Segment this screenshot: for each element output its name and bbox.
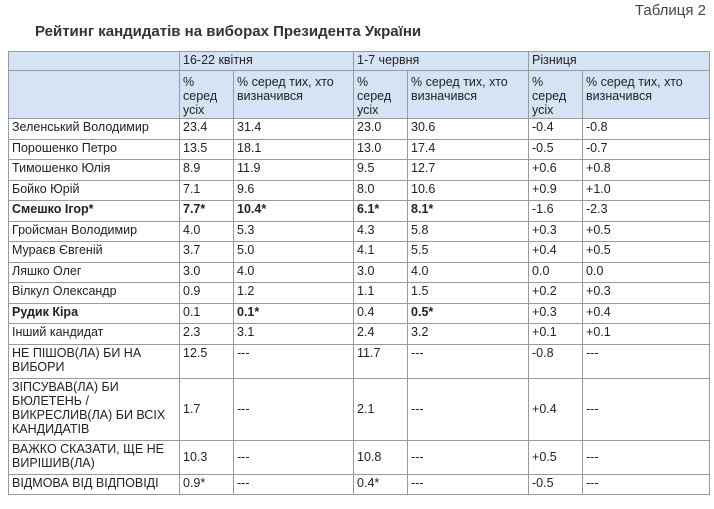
cell-april-decided: 18.1 [234, 139, 354, 160]
table-row [9, 262, 710, 283]
candidate-name: Тимошенко Юлія [9, 160, 180, 181]
cell-june-decided: --- [408, 378, 529, 440]
cell-april-decided: --- [234, 378, 354, 440]
cell-april-decided: 5.0 [234, 242, 354, 263]
cell-april-decided: --- [234, 344, 354, 378]
table-row [9, 474, 710, 495]
cell-april-all: 7.1 [180, 180, 234, 201]
ratings-table [8, 51, 710, 495]
cell-diff-decided: 0.0 [583, 262, 710, 283]
cell-june-all: 9.5 [354, 160, 408, 181]
header-all-pct: % серед усіх [529, 71, 583, 119]
cell-june-all: 11.7 [354, 344, 408, 378]
table-row [9, 344, 710, 378]
cell-diff-decided: +0.5 [583, 242, 710, 263]
cell-diff-decided: +0.4 [583, 303, 710, 324]
candidate-name: Мураєв Євгеній [9, 242, 180, 263]
cell-diff-decided: -2.3 [583, 201, 710, 222]
table-row [9, 242, 710, 263]
cell-diff-decided: +0.8 [583, 160, 710, 181]
header-decided-pct: % серед тих, хто визначився [234, 71, 354, 119]
cell-april-all: 12.5 [180, 344, 234, 378]
candidate-name: Вілкул Олександр [9, 283, 180, 304]
cell-april-all: 0.1 [180, 303, 234, 324]
cell-april-decided: 0.1* [234, 303, 354, 324]
cell-april-decided: --- [234, 474, 354, 495]
cell-diff-all: -0.4 [529, 119, 583, 140]
candidate-name: НЕ ПІШОВ(ЛА) БИ НА ВИБОРИ [9, 344, 180, 378]
candidate-name: Смешко Ігор* [9, 201, 180, 222]
cell-diff-decided: +0.5 [583, 221, 710, 242]
cell-diff-decided: --- [583, 474, 710, 495]
cell-june-all: 13.0 [354, 139, 408, 160]
cell-diff-all: +0.4 [529, 242, 583, 263]
cell-diff-all: -1.6 [529, 201, 583, 222]
header-difference: Різниця [529, 52, 710, 71]
cell-june-all: 6.1* [354, 201, 408, 222]
cell-diff-all: +0.2 [529, 283, 583, 304]
header-period-june: 1-7 червня [354, 52, 529, 71]
cell-april-decided: 5.3 [234, 221, 354, 242]
cell-june-decided: --- [408, 440, 529, 474]
cell-diff-all: +0.9 [529, 180, 583, 201]
header-row-metrics [9, 71, 710, 119]
cell-diff-all: +0.3 [529, 221, 583, 242]
candidate-name: Зеленський Володимир [9, 119, 180, 140]
table-row [9, 180, 710, 201]
cell-june-decided: 5.8 [408, 221, 529, 242]
candidate-name: Гройсман Володимир [9, 221, 180, 242]
table-row [9, 283, 710, 304]
cell-april-all: 3.0 [180, 262, 234, 283]
cell-diff-decided: -0.8 [583, 119, 710, 140]
cell-june-decided: 30.6 [408, 119, 529, 140]
cell-april-all: 13.5 [180, 139, 234, 160]
cell-june-decided: 12.7 [408, 160, 529, 181]
cell-june-decided: 8.1* [408, 201, 529, 222]
cell-june-all: 10.8 [354, 440, 408, 474]
cell-april-all: 10.3 [180, 440, 234, 474]
candidate-name: Рудик Кіра [9, 303, 180, 324]
cell-april-decided: 11.9 [234, 160, 354, 181]
cell-june-decided: 1.5 [408, 283, 529, 304]
candidate-name: ВІДМОВА ВІД ВІДПОВІДІ [9, 474, 180, 495]
cell-june-decided: --- [408, 344, 529, 378]
cell-diff-decided: +0.3 [583, 283, 710, 304]
candidate-name: ВАЖКО СКАЗАТИ, ЩЕ НЕ ВИРІШИВ(ЛА) [9, 440, 180, 474]
cell-april-all: 7.7* [180, 201, 234, 222]
candidate-name: Бойко Юрій [9, 180, 180, 201]
cell-june-all: 0.4 [354, 303, 408, 324]
cell-diff-all: +0.6 [529, 160, 583, 181]
cell-june-decided: 10.6 [408, 180, 529, 201]
cell-june-all: 1.1 [354, 283, 408, 304]
cell-june-decided: 3.2 [408, 324, 529, 345]
cell-diff-all: +0.4 [529, 378, 583, 440]
cell-diff-decided: --- [583, 440, 710, 474]
cell-april-all: 8.9 [180, 160, 234, 181]
cell-diff-all: -0.5 [529, 139, 583, 160]
cell-june-all: 3.0 [354, 262, 408, 283]
cell-june-all: 23.0 [354, 119, 408, 140]
cell-june-decided: 4.0 [408, 262, 529, 283]
cell-june-decided: 5.5 [408, 242, 529, 263]
cell-diff-all: -0.8 [529, 344, 583, 378]
cell-diff-decided: +1.0 [583, 180, 710, 201]
cell-april-all: 4.0 [180, 221, 234, 242]
table-row [9, 221, 710, 242]
table-row [9, 303, 710, 324]
cell-june-decided: --- [408, 474, 529, 495]
table-row [9, 378, 710, 440]
cell-diff-decided: +0.1 [583, 324, 710, 345]
cell-april-all: 1.7 [180, 378, 234, 440]
cell-april-all: 2.3 [180, 324, 234, 345]
cell-april-decided: 31.4 [234, 119, 354, 140]
cell-june-all: 0.4* [354, 474, 408, 495]
cell-april-all: 23.4 [180, 119, 234, 140]
cell-june-decided: 17.4 [408, 139, 529, 160]
cell-june-all: 4.3 [354, 221, 408, 242]
cell-diff-decided: --- [583, 378, 710, 440]
header-decided-pct: % серед тих, хто визначився [408, 71, 529, 119]
cell-diff-all: +0.1 [529, 324, 583, 345]
table-row [9, 119, 710, 140]
table-title: Рейтинг кандидатів на виборах Президента України [35, 23, 422, 40]
cell-june-all: 8.0 [354, 180, 408, 201]
header-empty-cell [9, 71, 180, 119]
cell-diff-decided: --- [583, 344, 710, 378]
cell-april-decided: 10.4* [234, 201, 354, 222]
cell-april-decided: 1.2 [234, 283, 354, 304]
table-row [9, 139, 710, 160]
cell-june-all: 2.4 [354, 324, 408, 345]
cell-april-all: 3.7 [180, 242, 234, 263]
cell-april-decided: --- [234, 440, 354, 474]
header-empty-cell [9, 52, 180, 71]
cell-april-decided: 4.0 [234, 262, 354, 283]
cell-april-all: 0.9* [180, 474, 234, 495]
candidate-name: Інший кандидат [9, 324, 180, 345]
candidate-name: Порошенко Петро [9, 139, 180, 160]
table-number-label: Таблиця 2 [634, 2, 706, 19]
cell-june-all: 2.1 [354, 378, 408, 440]
cell-april-all: 0.9 [180, 283, 234, 304]
table-row [9, 440, 710, 474]
cell-diff-all: +0.3 [529, 303, 583, 324]
cell-diff-all: +0.5 [529, 440, 583, 474]
table-row [9, 160, 710, 181]
cell-april-decided: 3.1 [234, 324, 354, 345]
cell-diff-all: 0.0 [529, 262, 583, 283]
table-row [9, 201, 710, 222]
header-all-pct: % серед усіх [354, 71, 408, 119]
header-period-april: 16-22 квітня [180, 52, 354, 71]
header-all-pct: % серед усіх [180, 71, 234, 119]
cell-june-decided: 0.5* [408, 303, 529, 324]
header-decided-pct: % серед тих, хто визначився [583, 71, 710, 119]
cell-diff-decided: -0.7 [583, 139, 710, 160]
cell-june-all: 4.1 [354, 242, 408, 263]
cell-diff-all: -0.5 [529, 474, 583, 495]
candidate-name: Ляшко Олег [9, 262, 180, 283]
header-row-periods [9, 52, 710, 71]
candidate-name: ЗІПСУВАВ(ЛА) БИ БЮЛЕТЕНЬ / ВИКРЕСЛИВ(ЛА) БИ ВСІХ КАНДИДАТІВ [9, 378, 180, 440]
cell-april-decided: 9.6 [234, 180, 354, 201]
table-row [9, 324, 710, 345]
